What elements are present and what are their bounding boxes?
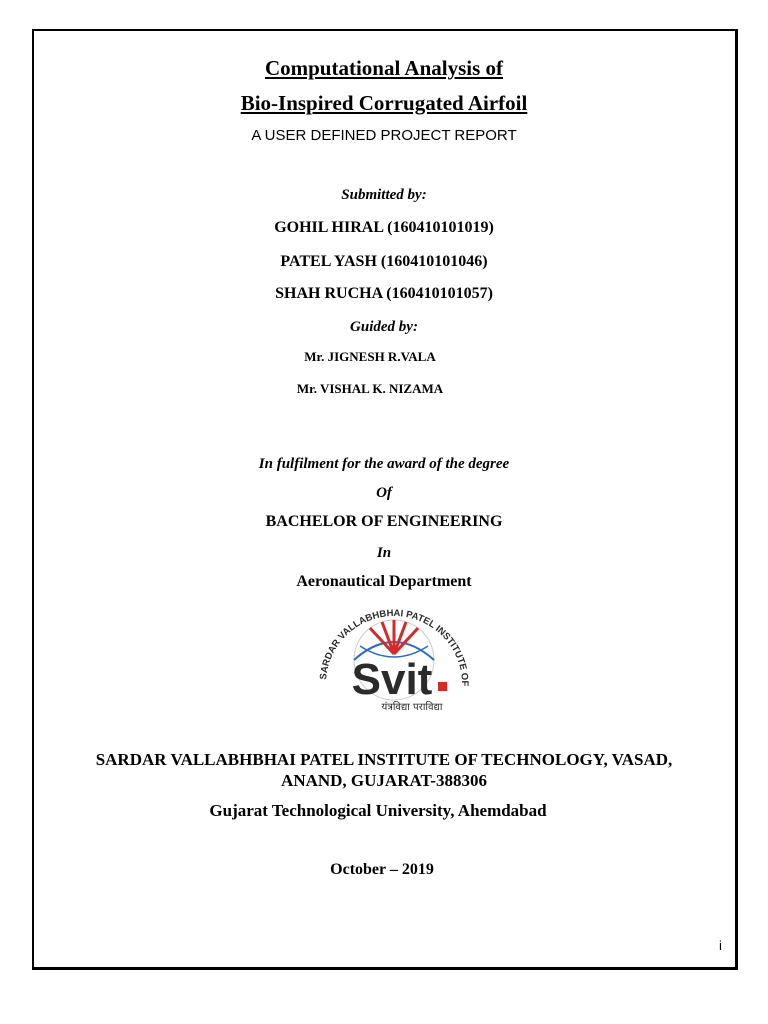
report-date: October – 2019 (330, 861, 434, 878)
logo-wordmark: Svit (351, 655, 433, 704)
guided-by-label: Guided by: (350, 319, 418, 335)
institute-name-line-2: ANAND, GUJARAT-388306 (281, 771, 487, 790)
of-text: Of (376, 485, 392, 501)
student-3: SHAH RUCHA (160410101057) (275, 285, 493, 302)
degree-name: BACHELOR OF ENGINEERING (265, 513, 503, 530)
title-line-1: Computational Analysis of (264, 56, 504, 80)
guide-1: Mr. JIGNESH R.VALA (304, 349, 436, 364)
student-1: GOHIL HIRAL (160410101019) (274, 219, 494, 236)
department-name: Aeronautical Department (296, 573, 472, 590)
logo-motto: यंत्रविद्या पराविद्या (381, 702, 443, 713)
submitted-by-label: Submitted by: (341, 187, 427, 203)
institute-name-line-1: SARDAR VALLABHBHAI PATEL INSTITUTE OF TECHNOLOGY, VASAD, (95, 750, 673, 769)
student-2: PATEL YASH (160410101046) (280, 253, 488, 270)
fulfilment-text: In fulfilment for the award of the degree (258, 456, 510, 472)
report-subtitle: A USER DEFINED PROJECT REPORT (251, 127, 517, 144)
title-line-2: Bio-Inspired Corrugated Airfoil (240, 91, 528, 115)
in-text: In (376, 545, 392, 561)
guide-2: Mr. VISHAL K. NIZAMA (296, 381, 444, 396)
page-number: i (719, 938, 722, 953)
svit-logo (292, 602, 482, 714)
logo-arc-text: SARDAR VALLABHBHAI PATEL INSTITUTE OF (318, 607, 471, 687)
university-name: Gujarat Technological University, Ahemdabad (209, 801, 547, 820)
logo-rays (370, 620, 418, 654)
